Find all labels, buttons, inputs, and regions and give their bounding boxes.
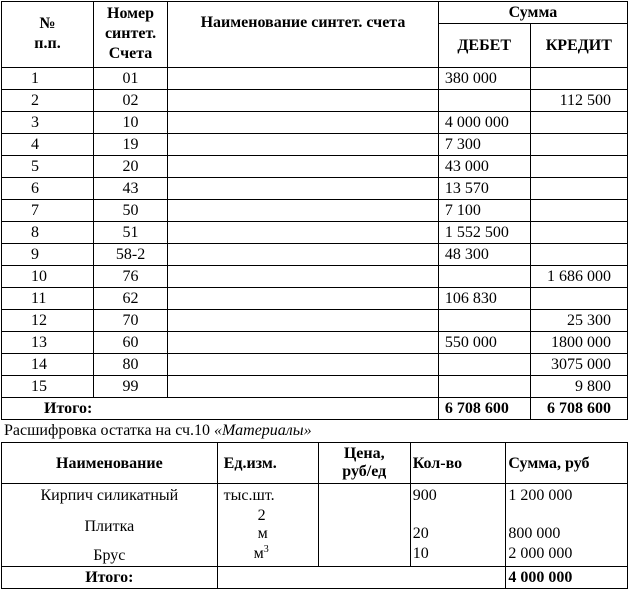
row-debit: 550 000 (438, 332, 530, 354)
row-name (168, 244, 439, 266)
materials-total-sum: 4 000 000 (506, 567, 628, 589)
row-credit (530, 244, 627, 266)
row-num: 9 (2, 244, 94, 266)
row-num: 12 (2, 310, 94, 332)
row-name (168, 222, 439, 244)
row-name (168, 266, 439, 288)
row-debit: 13 570 (438, 178, 530, 200)
table-header-row (2, 2, 628, 24)
materials-data-row (2, 484, 628, 567)
row-num: 6 (2, 178, 94, 200)
table-total-row (2, 398, 628, 420)
table-row (2, 134, 628, 156)
row-debit: 106 830 (438, 288, 530, 310)
header-name: Наименование синтет. счета (168, 2, 439, 68)
row-credit (530, 222, 627, 244)
table-row (2, 288, 628, 310)
row-debit: 1 552 500 (438, 222, 530, 244)
table-row (2, 90, 628, 112)
materials-header-name: Наименование (2, 443, 218, 484)
header-sum: Сумма (438, 2, 627, 24)
row-account: 02 (93, 90, 167, 112)
row-account: 51 (93, 222, 167, 244)
row-debit: 380 000 (438, 68, 530, 90)
row-debit: 48 300 (438, 244, 530, 266)
materials-header-row (2, 443, 628, 484)
header-num-line1: № (39, 14, 56, 32)
materials-header-unit: Ед.изм. (217, 443, 318, 484)
row-credit (530, 156, 627, 178)
row-num: 8 (2, 222, 94, 244)
materials-qty (410, 484, 506, 567)
row-name (168, 178, 439, 200)
table-row (2, 68, 628, 90)
total-label: Итого: (2, 398, 439, 420)
material-qty: 10 (412, 545, 429, 562)
row-num: 5 (2, 156, 94, 178)
row-account: 76 (93, 266, 167, 288)
materials-header-price-line2: руб/ед (342, 463, 387, 480)
row-credit: 1 686 000 (530, 266, 627, 288)
row-name (168, 354, 439, 376)
row-account: 43 (93, 178, 167, 200)
row-account: 58-2 (93, 244, 167, 266)
row-credit: 9 800 (530, 376, 627, 398)
material-unit: м (257, 525, 268, 542)
header-credit: КРЕДИТ (530, 24, 627, 68)
row-debit (438, 354, 530, 376)
row-name (168, 376, 439, 398)
total-credit: 6 708 600 (530, 398, 627, 420)
material-unit (224, 544, 318, 564)
material-unit: тыс.шт. (223, 487, 275, 504)
row-name (168, 68, 439, 90)
materials-total-empty (217, 567, 506, 589)
row-account: 50 (93, 200, 167, 222)
row-account: 99 (93, 376, 167, 398)
material-sum: 1 200 000 (508, 487, 573, 504)
materials-header-price (318, 443, 410, 484)
row-credit (530, 112, 627, 134)
materials-units (217, 484, 318, 567)
row-debit: 7 300 (438, 134, 530, 156)
material-name: Плитка (84, 518, 135, 535)
row-credit (530, 288, 627, 310)
row-debit (438, 266, 530, 288)
row-name (168, 90, 439, 112)
row-name (168, 134, 439, 156)
header-account-line3: Счета (108, 44, 153, 62)
caption-italic: «Материалы» (214, 422, 312, 439)
row-debit: 4 000 000 (438, 112, 530, 134)
materials-names (2, 484, 218, 567)
header-account (93, 2, 167, 68)
table-body (2, 68, 628, 398)
materials-header-qty: Кол-во (410, 443, 506, 484)
material-sum-spacer (508, 506, 627, 524)
row-num: 3 (2, 112, 94, 134)
row-num: 11 (2, 288, 94, 310)
row-debit (438, 310, 530, 332)
header-account-line1: Номер (107, 4, 155, 22)
material-name: Кирпич силикатный (40, 487, 179, 504)
row-name (168, 200, 439, 222)
row-num: 13 (2, 332, 94, 354)
table-row (2, 376, 628, 398)
row-name (168, 288, 439, 310)
header-num (2, 2, 94, 68)
table-row (2, 244, 628, 266)
total-debit: 6 708 600 (438, 398, 530, 420)
row-credit (530, 200, 627, 222)
material-qty: 20 (412, 525, 429, 542)
row-name (168, 112, 439, 134)
row-name (168, 156, 439, 178)
row-account: 01 (93, 68, 167, 90)
materials-sums (506, 484, 628, 567)
header-account-line2: синтет. (104, 24, 157, 42)
table-row (2, 178, 628, 200)
material-qty: 900 (412, 487, 437, 504)
row-num: 14 (2, 354, 94, 376)
materials-total-row (2, 567, 628, 589)
row-account: 60 (93, 332, 167, 354)
row-account: 62 (93, 288, 167, 310)
material-unit-base: м (253, 545, 264, 562)
table-row (2, 200, 628, 222)
header-debit: ДЕБЕТ (438, 24, 530, 68)
row-debit (438, 376, 530, 398)
row-credit: 3075 000 (530, 354, 627, 376)
row-credit: 112 500 (530, 90, 627, 112)
row-debit: 43 000 (438, 156, 530, 178)
caption-text: Расшифровка остатка на сч.10 (4, 422, 215, 439)
table-row (2, 266, 628, 288)
materials-table (1, 442, 628, 589)
row-num: 2 (2, 90, 94, 112)
material-sum: 800 000 (508, 525, 561, 542)
row-account: 80 (93, 354, 167, 376)
material-unit-sup: 3 (263, 544, 269, 555)
header-num-line2: п.п. (34, 34, 61, 52)
table-row (2, 112, 628, 134)
row-account: 19 (93, 134, 167, 156)
row-num: 10 (2, 266, 94, 288)
row-credit (530, 134, 627, 156)
materials-header-price-line1: Цена, (343, 445, 385, 462)
materials-prices (318, 484, 410, 567)
row-debit (438, 90, 530, 112)
row-account: 70 (93, 310, 167, 332)
material-unit-sup: 2 (257, 507, 266, 524)
row-credit: 25 300 (530, 310, 627, 332)
row-name (168, 332, 439, 354)
material-name: Брус (93, 547, 126, 564)
row-credit (530, 68, 627, 90)
table-row (2, 332, 628, 354)
materials-caption (4, 421, 312, 441)
table-row (2, 156, 628, 178)
materials-header-sum: Сумма, руб (506, 443, 628, 484)
row-account: 20 (93, 156, 167, 178)
row-credit (530, 178, 627, 200)
row-num: 1 (2, 68, 94, 90)
table-row (2, 354, 628, 376)
materials-total-label: Итого: (2, 567, 218, 589)
row-num: 7 (2, 200, 94, 222)
trial-balance-table (1, 1, 628, 420)
row-num: 4 (2, 134, 94, 156)
row-name (168, 310, 439, 332)
table-row (2, 310, 628, 332)
material-sum: 2 000 000 (508, 545, 573, 562)
row-credit: 1800 000 (530, 332, 627, 354)
row-debit: 7 100 (438, 200, 530, 222)
row-num: 15 (2, 376, 94, 398)
material-qty-spacer (413, 506, 506, 524)
row-account: 10 (93, 112, 167, 134)
table-row (2, 222, 628, 244)
